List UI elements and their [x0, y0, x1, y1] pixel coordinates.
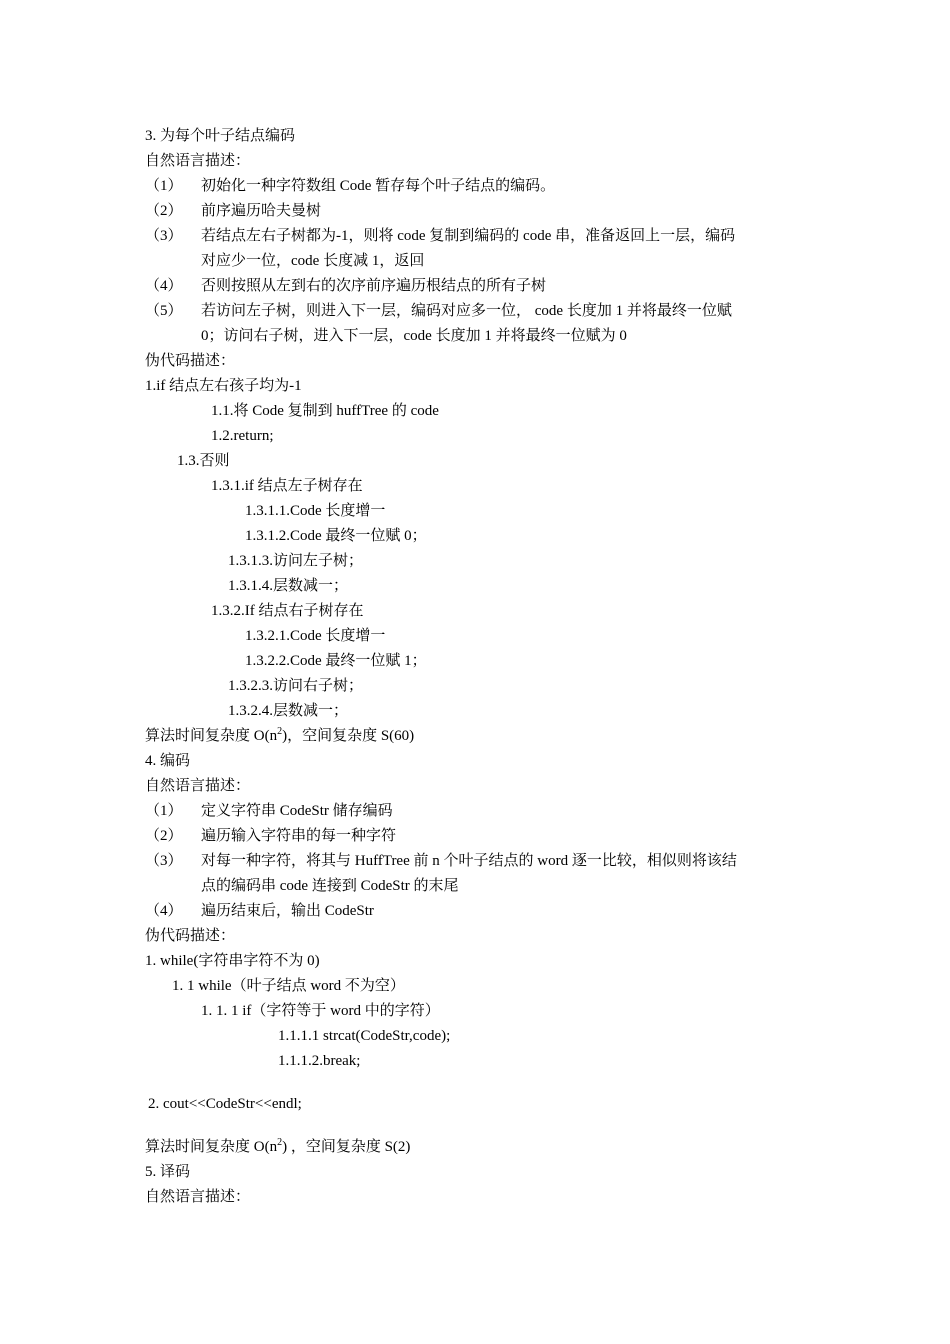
- pseudocode-line: 1.3.1.3.访问左子树；: [228, 553, 364, 569]
- section-3-nl-label: 自然语言描述：: [145, 153, 251, 169]
- list-item-number: （2）: [145, 203, 183, 219]
- pseudocode-line: 1.3.2.If 结点右子树存在: [211, 603, 364, 619]
- list-item: [145, 801, 393, 821]
- pseudocode-line: 1.3.2.4.层数减一；: [228, 703, 349, 719]
- pseudocode-line: 1.3.2.3.访问右子树；: [228, 678, 364, 694]
- list-item-text: 否则按照从左到右的次序前序遍历根结点的所有子树: [201, 278, 547, 294]
- list-item-number: （4）: [145, 903, 183, 919]
- pseudocode-line: 1.3.2.1.Code 长度增一: [245, 628, 386, 644]
- section-4-pseudocode-label: 伪代码描述：: [145, 928, 236, 944]
- list-item: [145, 176, 555, 196]
- pseudocode-line: 2. cout<<CodeStr<<endl;: [148, 1096, 302, 1112]
- pseudocode-line: 1.1.1.1 strcat(CodeStr,code);: [278, 1028, 451, 1044]
- list-item-text: 遍历结束后，输出 CodeStr: [201, 903, 374, 919]
- list-item-number: （1）: [145, 178, 183, 194]
- list-item-number: （2）: [145, 828, 183, 844]
- list-item-text: 前序遍历哈夫曼树: [201, 203, 322, 219]
- list-item-text: 若结点左右子树都为-1，则将 code 复制到编码的 code 串，准备返回上一层，编码: [201, 228, 736, 244]
- list-item-number: （3）: [145, 853, 183, 869]
- complexity-text: )，空间复杂度 S(60): [282, 728, 415, 744]
- pseudocode-line: 1.2.return;: [211, 428, 274, 444]
- complexity-text: 算法时间复杂度 O(n: [145, 1139, 278, 1155]
- list-item: [145, 301, 732, 321]
- section-4-heading: 4. 编码: [145, 753, 191, 769]
- list-item-text: 初始化一种字符数组 Code 暂存每个叶子结点的编码。: [201, 178, 556, 194]
- list-item-number: （1）: [145, 803, 183, 819]
- list-item-continuation: 0；访问右子树，进入下一层，code 长度加 1 并将最终一位赋为 0: [201, 328, 627, 344]
- complexity-text: ) ，空间复杂度 S(2): [282, 1139, 411, 1155]
- list-item: [145, 826, 396, 846]
- list-item: [145, 276, 546, 296]
- complexity-exponent: 2: [277, 726, 283, 737]
- section-3-heading: 3. 为每个叶子结点编码: [145, 128, 296, 144]
- complexity-text: 算法时间复杂度 O(n: [145, 728, 278, 744]
- pseudocode-line: 1.3.否则: [177, 453, 230, 469]
- section-5-nl-label: 自然语言描述：: [145, 1189, 251, 1205]
- list-item: [145, 226, 735, 246]
- list-item-text: 定义字符串 CodeStr 储存编码: [201, 803, 393, 819]
- list-item: [145, 851, 737, 871]
- section-5-heading: 5. 译码: [145, 1164, 191, 1180]
- pseudocode-line: 1.3.2.2.Code 最终一位赋 1；: [245, 653, 427, 669]
- section-3-complexity: [145, 726, 414, 746]
- section-4-complexity: [145, 1137, 410, 1157]
- pseudocode-line: 1.1.将 Code 复制到 huffTree 的 code: [211, 403, 439, 419]
- pseudocode-line: 1. while(字符串字符不为 0): [145, 953, 320, 969]
- list-item-continuation: 点的编码串 code 连接到 CodeStr 的末尾: [201, 878, 459, 894]
- pseudocode-line: 1. 1 while（叶子结点 word 不为空）: [172, 978, 405, 994]
- list-item-number: （5）: [145, 303, 183, 319]
- pseudocode-line: 1.1.1.2.break;: [278, 1053, 361, 1069]
- pseudocode-line: 1. 1. 1 if（字符等于 word 中的字符）: [201, 1003, 440, 1019]
- list-item-number: （3）: [145, 228, 183, 244]
- complexity-exponent: 2: [277, 1137, 283, 1148]
- section-4-nl-label: 自然语言描述：: [145, 778, 251, 794]
- pseudocode-line: 1.3.1.2.Code 最终一位赋 0；: [245, 528, 427, 544]
- list-item-text: 对每一种字符，将其与 HuffTree 前 n 个叶子结点的 word 逐一比较，相似则将该结: [201, 853, 737, 869]
- list-item: [145, 901, 374, 921]
- list-item-number: （4）: [145, 278, 183, 294]
- pseudocode-line: 1.3.1.if 结点左子树存在: [211, 478, 363, 494]
- list-item-text: 若访问左子树，则进入下一层，编码对应多一位， code 长度加 1 并将最终一位赋: [201, 303, 732, 319]
- list-item-continuation: 对应少一位，code 长度减 1，返回: [201, 253, 425, 269]
- pseudocode-line: 1.3.1.1.Code 长度增一: [245, 503, 386, 519]
- section-3-pseudocode-label: 伪代码描述：: [145, 353, 236, 369]
- list-item: [145, 201, 321, 221]
- pseudocode-line: 1.if 结点左右孩子均为-1: [145, 378, 302, 394]
- pseudocode-line: 1.3.1.4.层数减一；: [228, 578, 349, 594]
- list-item-text: 遍历输入字符串的每一种字符: [201, 828, 397, 844]
